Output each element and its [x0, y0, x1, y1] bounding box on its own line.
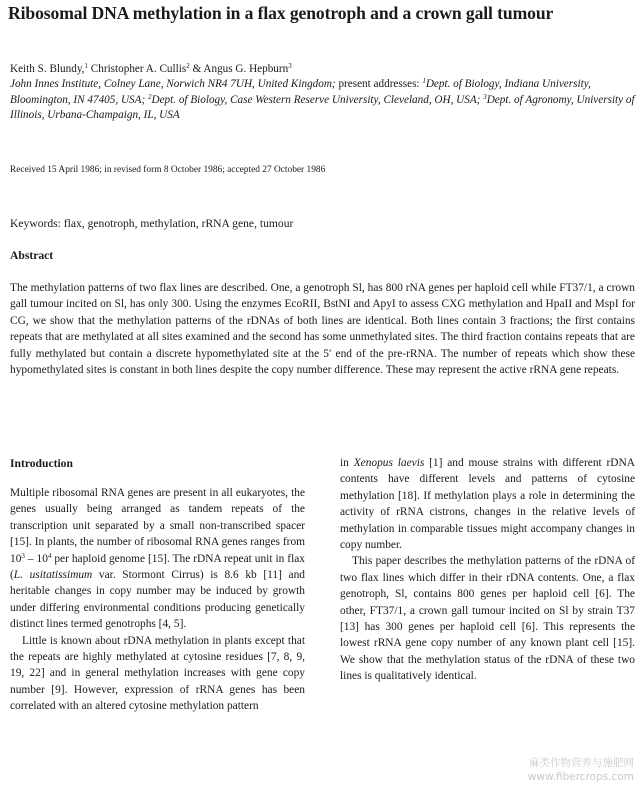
watermark: [528, 756, 634, 784]
text-run: Multiple ribosomal RNA genes are present in all eukaryotes, the genes usually being arranged as tandem repeats of the transcription unit separated by a small non-transcribed spacer [15]. In plants, the number of ribosomal RNA genes ranges from 10: [10, 487, 305, 565]
address-1: Dept. of Biology, Indiana University, Bloomington, IN 47405, USA;: [10, 78, 591, 106]
superscript-exponent: 4: [47, 551, 52, 560]
watermark-line: 麻类作物营养与施肥网: [529, 757, 634, 769]
paper-title: Ribosomal DNA methylation in a flax genotroph and a crown gall tumour: [8, 3, 554, 23]
affiliation-institute: John Innes Institute, Colney Lane, Norwich NR4 7UH, United Kingdom;: [10, 78, 336, 90]
author-name: Keith S. Blundy,: [10, 63, 85, 75]
text-run: var. Stormont Cirrus) is 8.6 kb [11] and heritable changes in copy number may be induced by growth under differing environmental conditions producing genetically distinct lines termed genotrophs [4, 5].: [10, 569, 305, 631]
intro-paragraph: [340, 455, 635, 553]
address-mark: 3: [483, 92, 487, 101]
right-column: [340, 455, 635, 685]
text-run: in: [340, 457, 354, 469]
intro-paragraph: [10, 485, 305, 633]
address-2: Dept. of Biology, Case Western Reserve University, Cleveland, OH, USA;: [151, 93, 481, 106]
author-name: Angus G. Hepburn: [203, 63, 289, 75]
text-run: per haploid genome [15]. The rDNA repeat unit in flax (: [10, 552, 305, 582]
superscript-exponent: 3: [21, 551, 25, 560]
intro-paragraph: Little is known about rDNA methylation in plants except that the repeats are highly methylated at cytosine residues [7, 8, 9, 19, 22] and in general methylation increases with gene copy number [9]. However, expression of rRNA genes has been correlated with an altered cytosine methylation pattern: [10, 634, 305, 713]
affiliations: [10, 77, 635, 124]
received-dates: Received 15 April 1986; in revised form 8 October 1986; accepted 27 October 1986: [10, 165, 326, 175]
author-affiliation-mark: 2: [186, 62, 190, 70]
text-run: – 10: [24, 552, 48, 565]
author-conjunction: &: [192, 63, 202, 75]
left-column: [10, 485, 305, 715]
species-name: Xenopus laevis: [353, 457, 425, 469]
author-list: [10, 63, 292, 75]
keywords: Keywords: flax, genotroph, methylation, rRNA gene, tumour: [10, 217, 294, 230]
present-addresses-label: present addresses:: [338, 78, 420, 90]
text-run: [1] and mouse strains with different rDNA contents have different levels and patterns of cytosine methylation [18]. If methylation plays a role in determining the activity of rRNA cistrons, changes in the relative levels of methylation in comparable tissues might accompany changes in copy number.: [340, 457, 635, 552]
intro-paragraph: This paper describes the methylation patterns of the rDNA of two flax lines which differ in their rDNA contents. One, a flax genotroph, Sl, contains 800 genes per haploid cell [6]. The other, FT37/1, a crown gall tumour incited on Sl by strain T37 [13] has 300 genes per haploid cell [6]. This represents the lowest rRNA gene copy number of any known plant cell [15]. We show that the methylation status of the rDNA of these two lines is qualitatively identical.: [340, 555, 635, 683]
address-mark: 1: [422, 77, 426, 85]
watermark-line: www.fibercrops.com: [527, 771, 634, 783]
author-affiliation-mark: 1: [84, 62, 88, 70]
introduction-heading: Introduction: [10, 457, 73, 470]
address-3: Dept. of Agronomy, University of Illinois, Urbana-Champaign, IL, USA: [10, 93, 635, 121]
abstract-heading: Abstract: [10, 249, 54, 262]
abstract-body: The methylation patterns of two flax lines are described. One, a genotroph Sl, has 800 rNA genes per haploid cell while FT37/1, a crown gall tumour incited on Sl, has only 300. Using the enzymes EcoRII, BstNI and ApyI to assess CXG methylation and HpaII and MspI for CG, we show that the methylation patterns of the rDNAs of both lines are identical. Both lines contain 3 fractions; the first contains repeats that are methylated at all sites examined and the second has some unmethylated sites. The third fraction contains repeats that are fully methylated but contain a discrete hypomethylated site at the 5′ end of the pre-rRNA. The number of repeats which show these hypomethylated sites is constant in both lines despite the copy number difference. These may represent the active rRNA gene repeats.: [10, 282, 635, 377]
species-name: L. usitatissimum: [13, 569, 93, 582]
author-name: Christopher A. Cullis: [90, 63, 187, 75]
address-mark: 2: [147, 92, 152, 101]
author-affiliation-mark: 3: [288, 62, 292, 70]
